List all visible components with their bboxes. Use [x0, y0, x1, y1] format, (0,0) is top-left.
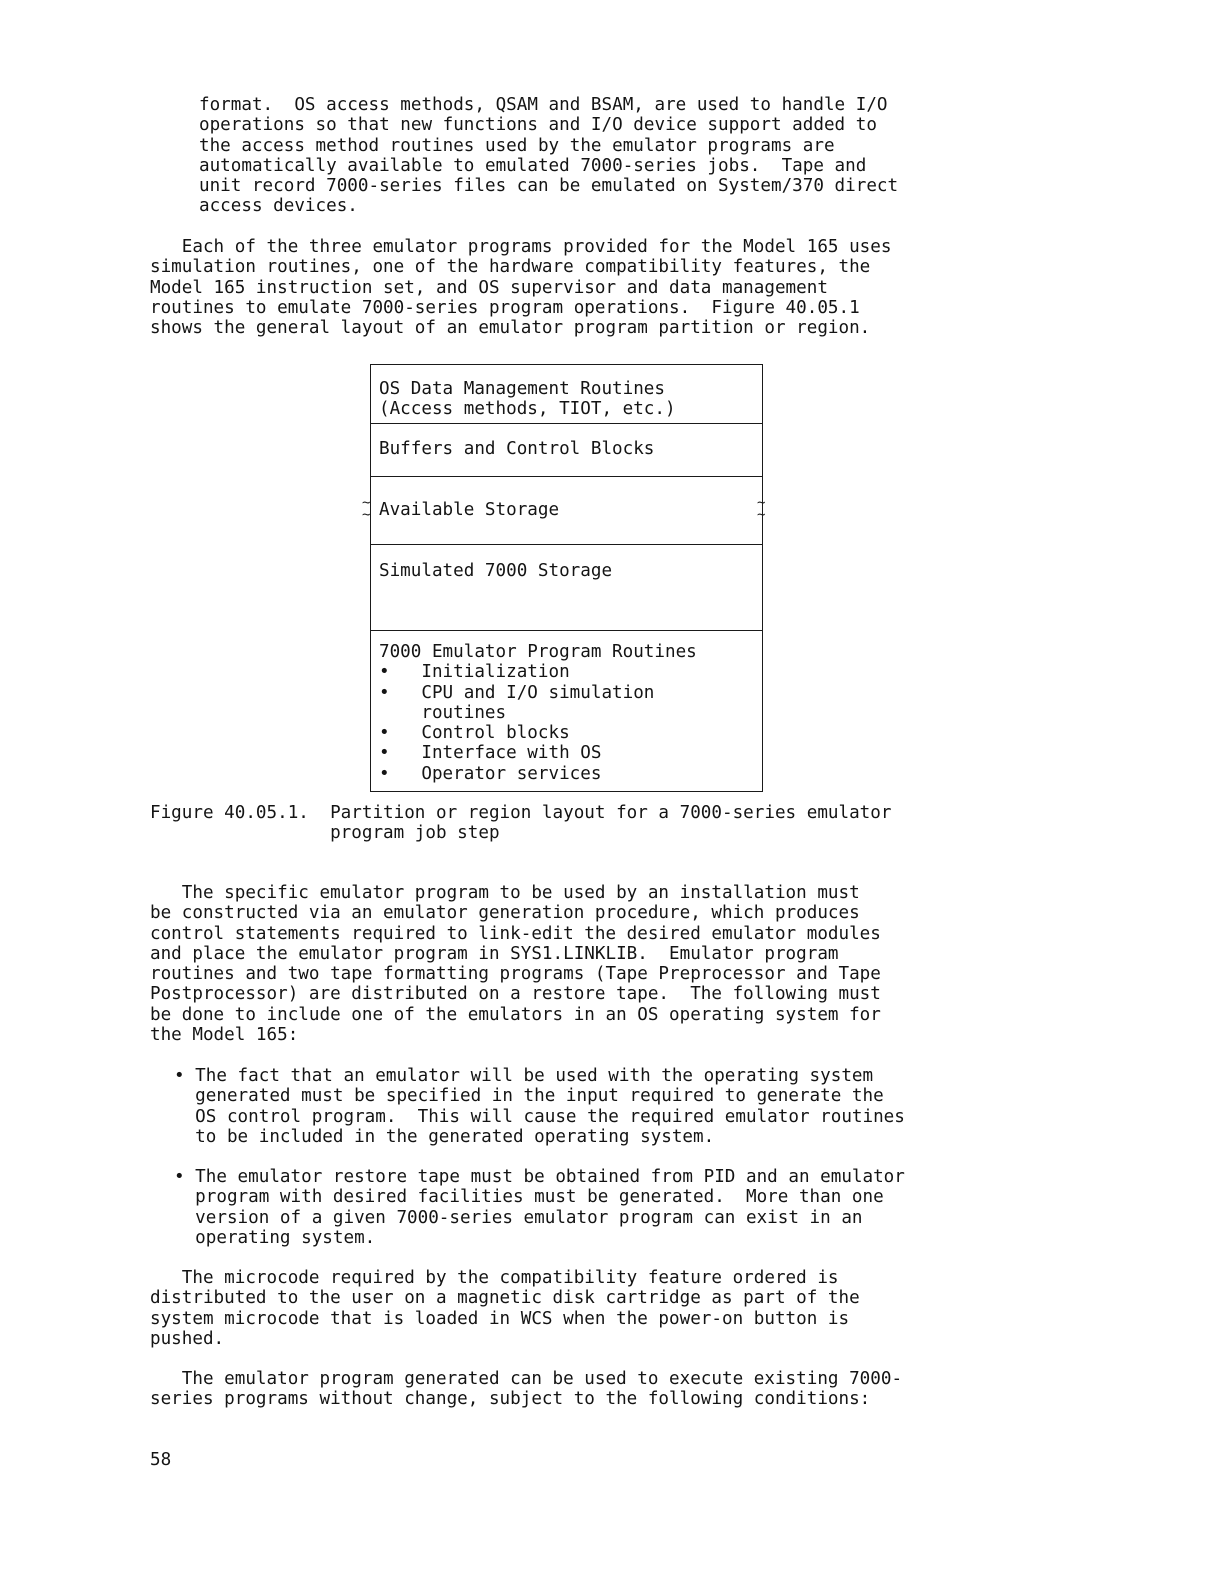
page-number: 58 [150, 1450, 172, 1470]
paragraph-emulator-generation: The specific emulator program to be used by an installation must be constructed via an emulator generation procedure, which produces control statements required to link-edit the desired emulator modules and place the emulator program in SYS1.LINKLIB. Emulator program routines and two tape formatting programs (Tape Preprocessor and Tape Postprocessor) are distributed on a restore tape. The following must be done to include one of the emulators in an OS operating system for the Model 165: [150, 883, 881, 1046]
section-os-data-management [371, 365, 762, 424]
bullet-item-operating-system: • The fact that an emulator will be used with the operating system generated must be specified in the input required to generate the OS control program. This will cause the required emulator routines to be included in the generated operating system. [174, 1066, 905, 1147]
section-simulated-label: Simulated 7000 Storage [379, 561, 613, 581]
break-mark-right: ~ ~ [757, 495, 766, 523]
section-simulated-storage [371, 545, 762, 631]
paragraph-microcode: The microcode required by the compatibility feature ordered is distributed to the user on a magnetic disk cartridge as part of the system microcode that is loaded in WCS when the power-on button is pushed. [150, 1268, 860, 1349]
paragraph-conditions: The emulator program generated can be used to execute existing 7000- series programs without change, subject to the following conditions: [150, 1369, 903, 1410]
section-available-storage [371, 477, 762, 545]
paragraph-access-methods: format. OS access methods, QSAM and BSAM, are used to handle I/O operations so that new functions and I/O device support added to the access method routines used by the emulator programs are automatically available to emulated 7000-series jobs. Tape and unit record 7000-series files can be emulated on System/370 direct access devices. [199, 95, 899, 217]
figure-caption: Figure 40.05.1. Partition or region layout for a 7000-series emulator program job step [150, 803, 892, 844]
section-available-label: Available Storage [379, 500, 560, 520]
partition-layout-diagram [370, 364, 766, 792]
section-routines-list: 7000 Emulator Program Routines • Initialization • CPU and I/O simulation routines • Control blocks • Interface with OS • Operator services [379, 642, 697, 784]
paragraph-emulator-programs: Each of the three emulator programs provided for the Model 165 uses simulation routines, one of the hardware compatibility features, the Model 165 instruction set, and OS supervisor and data management routines to emulate 7000-series program operations. Figure 40.05.1 shows the general layout of an emulator program partition or region. [150, 237, 892, 339]
break-mark-left: ~ ~ [362, 495, 371, 523]
bullet-item-restore-tape: • The emulator restore tape must be obtained from PID and an emulator program with desired facilities must be generated. More than one version of a given 7000-series emulator program can exist in an operating system. [174, 1167, 905, 1248]
section-buffers-label: Buffers and Control Blocks [379, 439, 655, 459]
section-buffers-control-blocks [371, 424, 762, 477]
section-emulator-routines [371, 631, 762, 791]
section-os-data-management-label: OS Data Management Routines (Access methods, TIOT, etc.) [379, 379, 676, 420]
